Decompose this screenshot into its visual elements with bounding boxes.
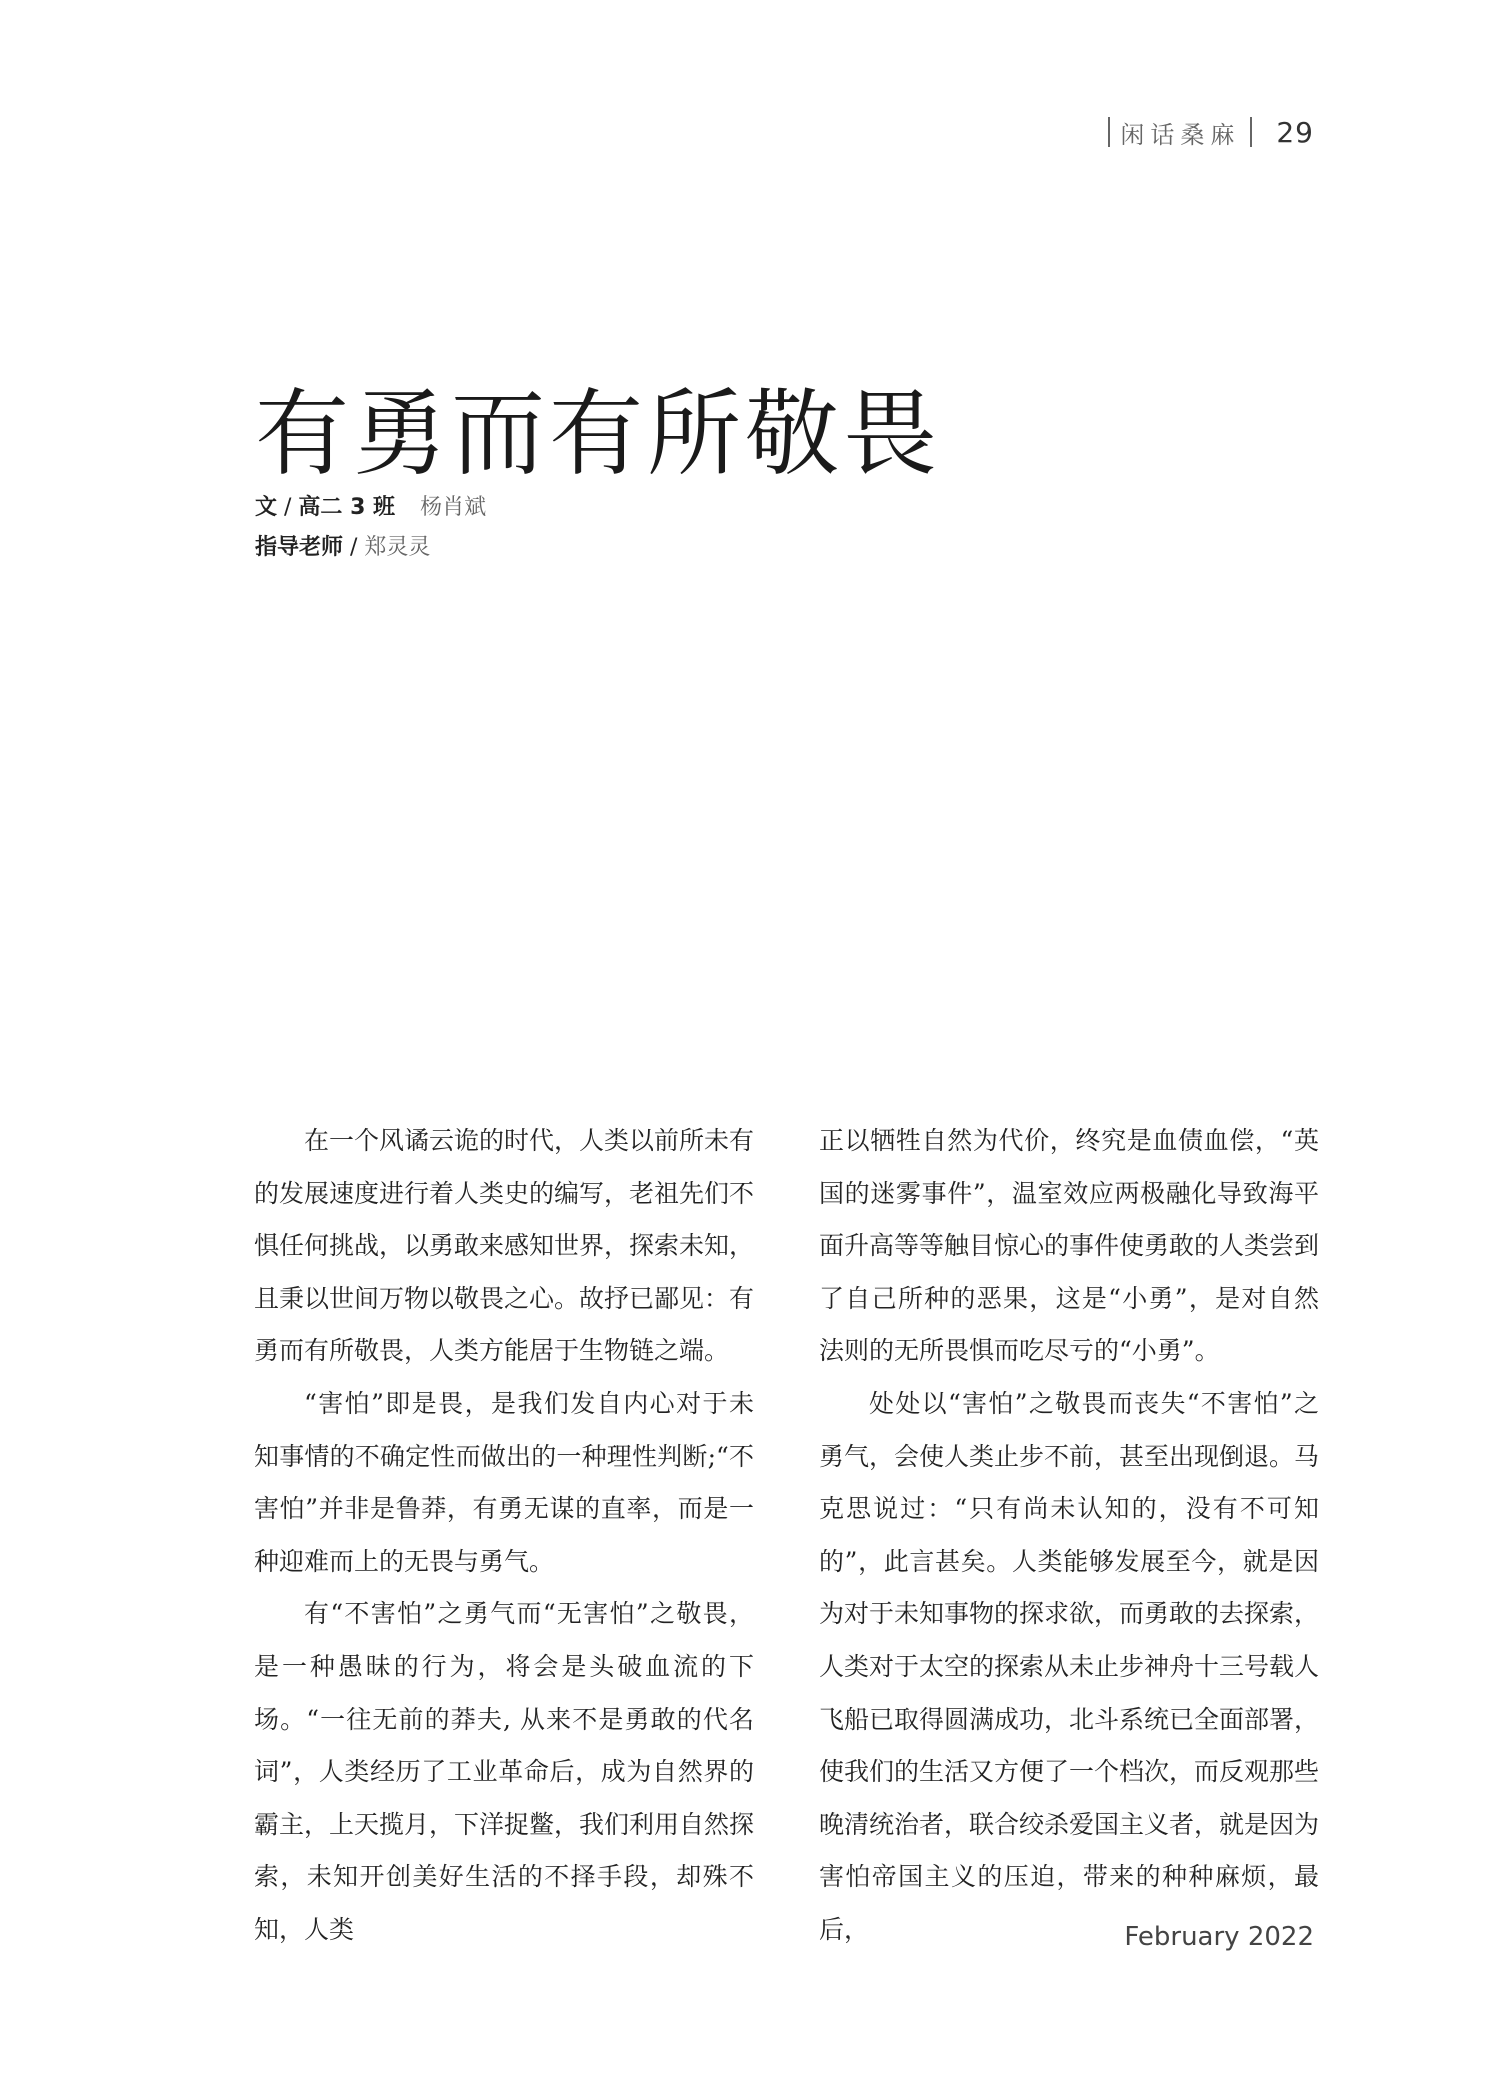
byline-separator: / bbox=[350, 535, 365, 560]
paragraph: 处处以“害怕”之敬畏而丧失“不害怕”之勇气，会使人类止步不前，甚至出现倒退。马克思说过：“只有尚未认知的，没有不可知的”，此言甚矣。人类能够发展至今，就是因为对于未知事物的探求欲，而勇敢的去探索，人类对于太空的探索从未止步神舟十三号载人飞船已取得圆满成功，北斗系统已全面部署，使我们的生活又方便了一个档次，而反观那些晚清统治者，联合绞杀爱国主义者，就是因为害怕帝国主义的压迫，带来的种种麻烦，最后， bbox=[819, 1388, 1320, 1944]
section-name: 闲话桑麻 bbox=[1120, 120, 1241, 149]
paragraph: 在一个风谲云诡的时代，人类以前所未有的发展速度进行着人类史的编写，老祖先们不惧任何挑战，以勇敢来感知世界，探索未知，且秉以世间万物以敬畏之心。故抒已鄙见：有勇而有所敬畏，人类方能居于生物链之端。 bbox=[254, 1126, 755, 1366]
byline-separator: / bbox=[284, 495, 299, 520]
issue-date: February 2022 bbox=[1124, 1922, 1314, 1952]
paragraph: 正以牺牲自然为代价，终究是血债血偿，“英国的迷雾事件”，温室效应两极融化导致海平面升高等等触目惊心的事件使勇敢的人类尝到了自己所种的恶果，这是“小勇”，是对自然法则的无所畏惧而吃尽亏的“小勇”。 bbox=[819, 1126, 1320, 1366]
author-line bbox=[255, 488, 486, 528]
teacher-label: 指导老师 bbox=[255, 535, 344, 560]
body-column-right bbox=[819, 1115, 1319, 1957]
author-name: 杨肖斌 bbox=[420, 495, 487, 520]
article-title: 有勇而有所敬畏 bbox=[255, 379, 942, 489]
byline bbox=[255, 488, 486, 568]
body-column-left bbox=[254, 1115, 754, 1957]
page-number: 29 bbox=[1276, 115, 1314, 149]
author-label: 文 bbox=[255, 495, 278, 520]
teacher-name: 郑灵灵 bbox=[364, 535, 431, 560]
header-divider-left bbox=[1108, 117, 1110, 147]
teacher-line bbox=[255, 528, 486, 568]
paragraph: 有“不害怕”之勇气而“无害怕”之敬畏，是一种愚昧的行为，将会是头破血流的下场。“一往无前的莽夫, 从来不是勇敢的代名词”，人类经历了工业革命后，成为自然界的霸主，上天揽月，下洋捉鳖，我们利用自然探索，未知开创美好生活的不择手段，却殊不知，人类 bbox=[254, 1599, 755, 1944]
header-divider-right bbox=[1250, 117, 1252, 147]
running-header bbox=[1108, 112, 1314, 152]
paragraph: “害怕”即是畏，是我们发自内心对于未知事情的不确定性而做出的一种理性判断;“不害怕”并非是鲁莽，有勇无谋的直率，而是一种迎难而上的无畏与勇气。 bbox=[254, 1388, 754, 1576]
author-class: 高二 3 班 bbox=[298, 495, 396, 520]
